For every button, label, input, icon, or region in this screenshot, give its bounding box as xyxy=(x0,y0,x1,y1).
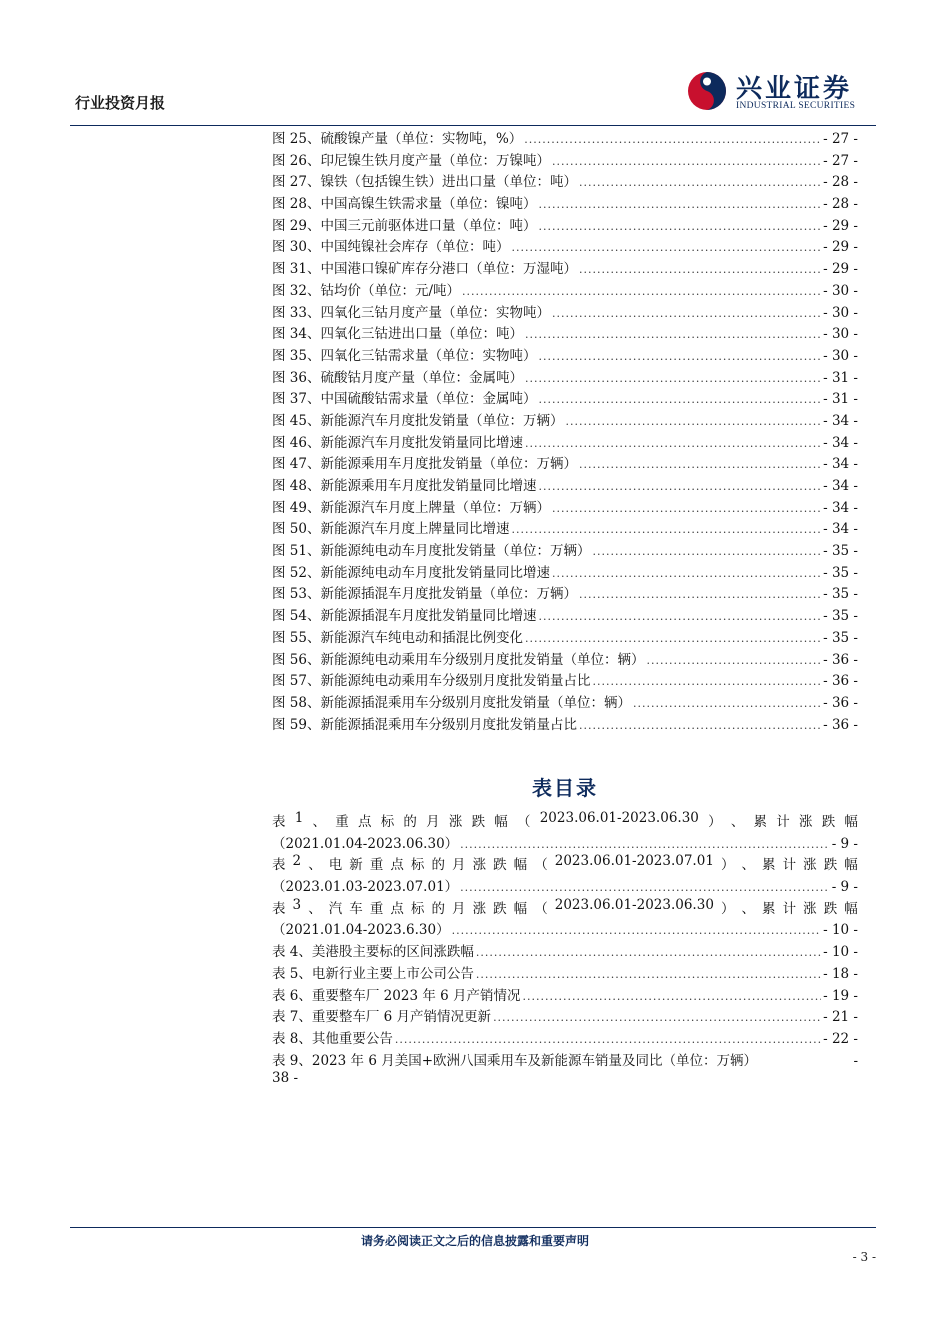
toc-leader-dots xyxy=(460,881,830,894)
toc-entry-title-part: 累 xyxy=(762,900,776,917)
toc-entry-title: 图 52、新能源纯电动车月度批发销量同比增速 xyxy=(272,564,550,581)
toc-entry-title: 图 51、新能源纯电动车月度批发销量（单位：万辆） xyxy=(272,543,591,560)
toc-entry-title: 图 59、新能源插混乘用车分级别月度批发销量占比 xyxy=(272,716,577,733)
table-list xyxy=(272,810,858,1092)
toc-entry-title-part: 重 xyxy=(335,814,349,830)
toc-entry-title-part: 跌 xyxy=(821,814,836,830)
toc-entry[interactable] xyxy=(272,1005,858,1027)
toc-entry-page: - 31 - xyxy=(823,369,858,386)
toc-leader-dots xyxy=(525,437,821,450)
toc-entry-title: 表 8、其他重要公告 xyxy=(272,1030,393,1047)
toc-leader-dots xyxy=(511,241,821,254)
toc-leader-dots xyxy=(452,924,822,937)
toc-entry-page: - 30 - xyxy=(823,282,858,299)
toc-leader-dots xyxy=(493,1011,821,1024)
toc-entry-title-part: （ xyxy=(517,814,531,830)
toc-entry[interactable] xyxy=(272,984,858,1006)
toc-entry-title-part: 涨 xyxy=(798,814,813,830)
toc-entry-title-part: 计 xyxy=(776,814,790,830)
toc-entry-title-part: 、 xyxy=(730,814,745,830)
toc-entry-title: 图 57、新能源纯电动乘用车分级别月度批发销量占比 xyxy=(272,673,591,690)
toc-entry-title: 图 32、钴均价（单位：元/吨） xyxy=(272,282,461,299)
toc-entry-page: - 28 - xyxy=(823,196,858,213)
toc-entry[interactable] xyxy=(272,648,858,670)
toc-leader-dots xyxy=(525,632,821,645)
toc-entry-page: - 35 - xyxy=(823,564,858,581)
toc-entry-title-part: 点 xyxy=(357,814,372,830)
toc-entry-title-part: 的 xyxy=(403,814,417,830)
toc-entry-title-part: 跌 xyxy=(493,857,507,874)
toc-entry-title-part: 幅 xyxy=(844,900,858,917)
toc-entry-title-part: 累 xyxy=(753,814,768,830)
toc-entry-page: - 27 - xyxy=(823,152,858,169)
toc-entry-title-part: 跌 xyxy=(823,900,838,917)
toc-entry[interactable] xyxy=(272,691,858,713)
toc-leader-dots xyxy=(552,307,821,320)
toc-leader-dots xyxy=(552,567,821,580)
toc-entry-page: - 28 - xyxy=(823,174,858,191)
toc-leader-dots xyxy=(395,1033,821,1046)
toc-entry-title-part: 重 xyxy=(369,857,384,874)
toc-entry-title: 图 53、新能源插混车月度批发销量（单位：万辆） xyxy=(272,586,577,603)
toc-entry-title-part: 跌 xyxy=(471,814,486,830)
toc-entry-wrapped-line[interactable] xyxy=(272,853,858,875)
toc-entry[interactable] xyxy=(272,235,858,257)
toc-entry-title-part: 月 xyxy=(452,900,466,917)
toc-entry[interactable] xyxy=(272,1027,858,1049)
toc-entry-title-part: 车 xyxy=(349,900,363,917)
toc-leader-dots xyxy=(476,946,821,959)
toc-entry[interactable] xyxy=(272,301,858,323)
toc-entry[interactable] xyxy=(272,669,858,691)
toc-entry-title: 图 36、硫酸钴月度产量（单位：金属吨） xyxy=(272,369,523,386)
toc-entry-title: 表 9、2023 年 6 月美国+欧洲八国乘用车及新能源车销量及同比（单位：万辆） xyxy=(272,1052,758,1069)
toc-entry-title-part: 的 xyxy=(431,857,445,874)
toc-entry-title: 图 45、新能源汽车月度批发销量（单位：万辆） xyxy=(272,412,564,429)
toc-entry-page: - 31 - xyxy=(823,391,858,408)
toc-leader-dots xyxy=(579,263,821,276)
toc-entry-page: - 9 - xyxy=(831,879,858,896)
toc-entry-title-part: 幅 xyxy=(844,814,858,830)
toc-leader-dots xyxy=(476,968,821,981)
toc-entry-title: 图 37、中国硫酸钴需求量（单位：金属吨） xyxy=(272,391,537,408)
toc-entry-title-part: 月 xyxy=(426,814,440,830)
toc-entry[interactable] xyxy=(272,962,858,984)
footer-divider xyxy=(70,1227,876,1228)
toc-leader-dots xyxy=(525,372,821,385)
report-type: 行业投资月报 xyxy=(75,94,166,112)
toc-entry-page: - 22 - xyxy=(823,1030,858,1047)
toc-leader-dots xyxy=(565,415,821,428)
toc-leader-dots xyxy=(462,285,821,298)
toc-entry-title-part: 3 xyxy=(292,896,302,913)
toc-entry-title: 图 58、新能源插混乘用车分级别月度批发销量（单位：辆） xyxy=(272,694,631,711)
toc-entry-page: - 29 - xyxy=(823,217,858,234)
brand-logo xyxy=(686,66,876,116)
toc-entry-title-part: 累 xyxy=(762,857,776,874)
toc-entry-title-part: 点 xyxy=(390,900,404,917)
toc-entry-title-part: ） xyxy=(720,900,735,917)
toc-entry-title: （2023.01.03-2023.07.01） xyxy=(272,879,459,896)
toc-entry-title-part: 新 xyxy=(349,857,363,874)
header-divider xyxy=(70,125,876,126)
toc-entry-page: - 21 - xyxy=(823,1009,858,1026)
toc-entry-title-part: 涨 xyxy=(803,900,817,917)
toc-entry-page: - 18 - xyxy=(823,965,858,982)
toc-entry-page: - 36 - xyxy=(823,694,858,711)
toc-entry-title-part: 表 xyxy=(272,857,286,874)
toc-entry-title: 图 25、硫酸镍产量（单位：实物吨，%） xyxy=(272,131,523,147)
toc-entry-page: - 30 - xyxy=(823,347,858,364)
toc-entry-title: 图 30、中国纯镍社会库存（单位：吨） xyxy=(272,239,510,256)
toc-entry-page: - 36 - xyxy=(823,651,858,668)
toc-entry[interactable] xyxy=(272,366,858,388)
toc-entry-page: - 19 - xyxy=(823,987,858,1004)
toc-entry-title-part: （ xyxy=(534,857,548,874)
toc-entry-title: 图 56、新能源纯电动乘用车分级别月度批发销量（单位：辆） xyxy=(272,651,645,668)
toc-leader-dots xyxy=(552,502,821,515)
toc-entry-page: - 34 - xyxy=(823,521,858,538)
toc-entry-title: 图 55、新能源汽车纯电动和插混比例变化 xyxy=(272,629,523,646)
toc-entry[interactable] xyxy=(272,452,858,474)
toc-entry[interactable] xyxy=(272,474,858,496)
toc-entry-title: 图 33、四氧化三钴月度产量（单位：实物吨） xyxy=(272,304,550,321)
toc-entry-title-part: 、 xyxy=(308,900,322,917)
figure-list xyxy=(272,127,858,734)
toc-entry-title-part: 涨 xyxy=(448,814,463,830)
toc-entry-page: - 36 - xyxy=(823,673,858,690)
toc-entry[interactable] xyxy=(272,279,858,301)
toc-entry[interactable] xyxy=(272,940,858,962)
toc-entry-page: - 29 - xyxy=(823,261,858,278)
toc-entry[interactable] xyxy=(272,170,858,192)
toc-entry-title-part: 涨 xyxy=(472,857,487,874)
toc-entry-title-part: 电 xyxy=(328,857,343,874)
toc-entry-title: 图 46、新能源汽车月度批发销量同比增速 xyxy=(272,434,523,451)
toc-entry-title: （2021.01.04-2023.06.30） xyxy=(272,835,459,852)
toc-leader-dots xyxy=(538,393,821,406)
toc-entry-page: - 34 - xyxy=(823,478,858,494)
toc-entry-title-part: 表 xyxy=(272,814,286,830)
toc-entry[interactable] xyxy=(272,344,858,366)
toc-leader-dots xyxy=(538,480,821,493)
tables-heading: 表目录 xyxy=(532,776,598,800)
toc-entry[interactable] xyxy=(272,832,858,854)
toc-entry-title: 图 29、中国三元前驱体进口量（单位：吨） xyxy=(272,217,537,234)
toc-entry-title-part: 幅 xyxy=(494,814,508,830)
toc-entry-title-part: 计 xyxy=(782,857,797,874)
toc-entry-title-part: 汽 xyxy=(328,900,343,917)
toc-entry[interactable] xyxy=(272,604,858,626)
toc-entry[interactable] xyxy=(272,387,858,409)
toc-entry-title-part: （ xyxy=(534,900,548,917)
toc-entry[interactable] xyxy=(272,875,858,897)
page-number: - 3 - xyxy=(852,1250,876,1264)
toc-entry-title: 图 49、新能源汽车月度上牌量（单位：万辆） xyxy=(272,499,550,516)
toc-entry[interactable] xyxy=(272,322,858,344)
toc-entry-page: - 36 - xyxy=(823,716,858,733)
toc-leader-dots xyxy=(579,458,821,471)
toc-entry[interactable] xyxy=(272,496,858,518)
toc-entry-title-part: 点 xyxy=(390,857,404,874)
toc-entry-title-part: 2023.06.01-2023.06.30 xyxy=(539,810,699,826)
toc-entry-page: - 27 - xyxy=(823,131,858,147)
toc-entry-page-tail: 38 - xyxy=(272,1070,299,1087)
toc-entry-title-part: 、 xyxy=(741,900,755,917)
toc-entry-title: 表 4、美港股主要标的区间涨跌幅 xyxy=(272,944,474,961)
toc-entry[interactable] xyxy=(272,431,858,453)
toc-entry-title-part: 跌 xyxy=(493,900,507,917)
disclaimer: 请务必阅读正文之后的信息披露和重要声明 xyxy=(360,1234,589,1248)
toc-entry-title: 图 54、新能源插混车月度批发销量同比增速 xyxy=(272,608,537,625)
toc-entry-title-part: 标 xyxy=(380,814,395,830)
toc-entry-title: 图 34、四氧化三钴进出口量（单位：吨） xyxy=(272,326,523,343)
toc-entry[interactable] xyxy=(272,517,858,539)
toc-entry-page-head: - xyxy=(853,1052,858,1069)
toc-entry-title-part: ） xyxy=(720,857,735,874)
toc-leader-dots xyxy=(538,198,821,211)
toc-entry-title-part: 重 xyxy=(369,900,384,917)
toc-leader-dots xyxy=(538,350,821,363)
toc-entry-page: - 34 - xyxy=(823,456,858,473)
toc-entry-page: - 10 - xyxy=(823,922,858,939)
toc-leader-dots xyxy=(579,588,821,601)
toc-entry[interactable] xyxy=(272,582,858,604)
toc-entry-title: 表 6、重要整车厂 2023 年 6 月产销情况 xyxy=(272,987,521,1004)
brand-name: 兴业证券 xyxy=(736,74,853,104)
toc-entry-page: - 35 - xyxy=(823,586,858,603)
toc-entry[interactable] xyxy=(272,561,858,583)
toc-entry-title-part: 标 xyxy=(410,857,425,874)
toc-entry-page: - 34 - xyxy=(823,499,858,516)
brand-emblem-icon xyxy=(686,70,728,112)
toc-leader-dots xyxy=(579,719,821,732)
toc-entry-title: 表 5、电新行业主要上市公司公告 xyxy=(272,965,474,982)
toc-entry-title: 图 35、四氧化三钴需求量（单位：实物吨） xyxy=(272,347,537,364)
toc-entry-title: 图 47、新能源乘用车月度批发销量（单位：万辆） xyxy=(272,456,577,473)
toc-entry-title-part: 的 xyxy=(431,900,445,917)
toc-leader-dots xyxy=(525,328,821,341)
toc-leader-dots xyxy=(592,545,821,558)
toc-entry-page: - 35 - xyxy=(823,543,858,560)
toc-leader-dots xyxy=(523,990,822,1003)
toc-entry-title: 图 27、镍铁（包括镍生铁）进出口量（单位：吨） xyxy=(272,174,577,191)
toc-entry-page: - 30 - xyxy=(823,304,858,321)
toc-entry-title-part: 跌 xyxy=(823,857,838,874)
toc-entry[interactable] xyxy=(272,713,858,735)
toc-entry-title-part: 涨 xyxy=(803,857,817,874)
brand-subtitle: INDUSTRIAL SECURITIES xyxy=(736,101,856,111)
toc-entry[interactable] xyxy=(272,214,858,236)
toc-entry-title: 图 48、新能源乘用车月度批发销量同比增速 xyxy=(272,478,537,494)
toc-entry-page: - 35 - xyxy=(823,608,858,625)
toc-entry-page: - 29 - xyxy=(823,239,858,256)
toc-entry-title-part: 2023.06.01-2023.06.30 xyxy=(554,896,714,913)
toc-entry-title: 图 50、新能源汽车月度上牌量同比增速 xyxy=(272,521,510,538)
toc-leader-dots xyxy=(511,523,821,536)
toc-entry-title: 图 26、印尼镍生铁月度产量（单位：万镍吨） xyxy=(272,152,550,169)
toc-leader-dots xyxy=(538,220,821,233)
toc-entry-title: （2021.01.04-2023.6.30） xyxy=(272,922,450,939)
toc-entry-title-part: 表 xyxy=(272,900,286,917)
toc-entry-title-part: 幅 xyxy=(513,857,528,874)
toc-leader-dots xyxy=(460,838,830,851)
toc-entry-title-part: 1 xyxy=(294,810,304,826)
toc-leader-dots xyxy=(538,610,821,623)
toc-entry-title-part: ） xyxy=(708,814,722,830)
toc-entry-title-part: 2 xyxy=(292,853,302,870)
toc-entry[interactable] xyxy=(272,192,858,214)
toc-leader-dots xyxy=(633,697,821,710)
toc-leader-dots xyxy=(592,675,821,688)
toc-entry[interactable] xyxy=(272,257,858,279)
toc-entry-page: - 9 - xyxy=(831,835,858,852)
toc-entry-title: 表 7、重要整车厂 6 月产销情况更新 xyxy=(272,1009,492,1026)
toc-entry-title-part: 幅 xyxy=(513,900,528,917)
toc-entry-page: - 34 - xyxy=(823,434,858,451)
toc-entry-wrapped-line[interactable] xyxy=(272,810,858,832)
toc-leader-dots xyxy=(646,654,821,667)
toc-entry[interactable] xyxy=(272,626,858,648)
toc-entry-title-part: 涨 xyxy=(472,900,487,917)
toc-leader-dots xyxy=(524,133,821,146)
toc-entry-title-part: 标 xyxy=(410,900,425,917)
toc-leader-dots xyxy=(552,155,821,168)
toc-entry-title-part: 计 xyxy=(782,900,797,917)
toc-entry-title: 图 28、中国高镍生铁需求量（单位：镍吨） xyxy=(272,196,537,213)
toc-entry-page: - 30 - xyxy=(823,326,858,343)
toc-entry-page: - 10 - xyxy=(823,944,858,961)
toc-entry-title-part: 2023.06.01-2023.07.01 xyxy=(554,853,714,870)
toc-entry-title-part: 、 xyxy=(308,857,322,874)
toc-entry-title-part: 幅 xyxy=(844,857,858,874)
toc-entry[interactable] xyxy=(272,127,858,149)
toc-entry-title-part: 、 xyxy=(312,814,327,830)
toc-entry[interactable] xyxy=(272,918,858,940)
toc-entry-title-part: 、 xyxy=(741,857,755,874)
toc-entry[interactable] xyxy=(272,149,858,171)
toc-entry-page: - 35 - xyxy=(823,629,858,646)
toc-entry-wrapped-line[interactable] xyxy=(272,897,858,919)
toc-leader-dots xyxy=(579,176,821,189)
toc-entry[interactable] xyxy=(272,1049,858,1071)
toc-entry-title: 图 31、中国港口镍矿库存分港口（单位：万湿吨） xyxy=(272,261,577,278)
toc-entry-page: - 34 - xyxy=(823,412,858,429)
toc-entry[interactable] xyxy=(272,539,858,561)
toc-entry-title-part: 月 xyxy=(452,857,466,874)
toc-entry[interactable] xyxy=(272,409,858,431)
